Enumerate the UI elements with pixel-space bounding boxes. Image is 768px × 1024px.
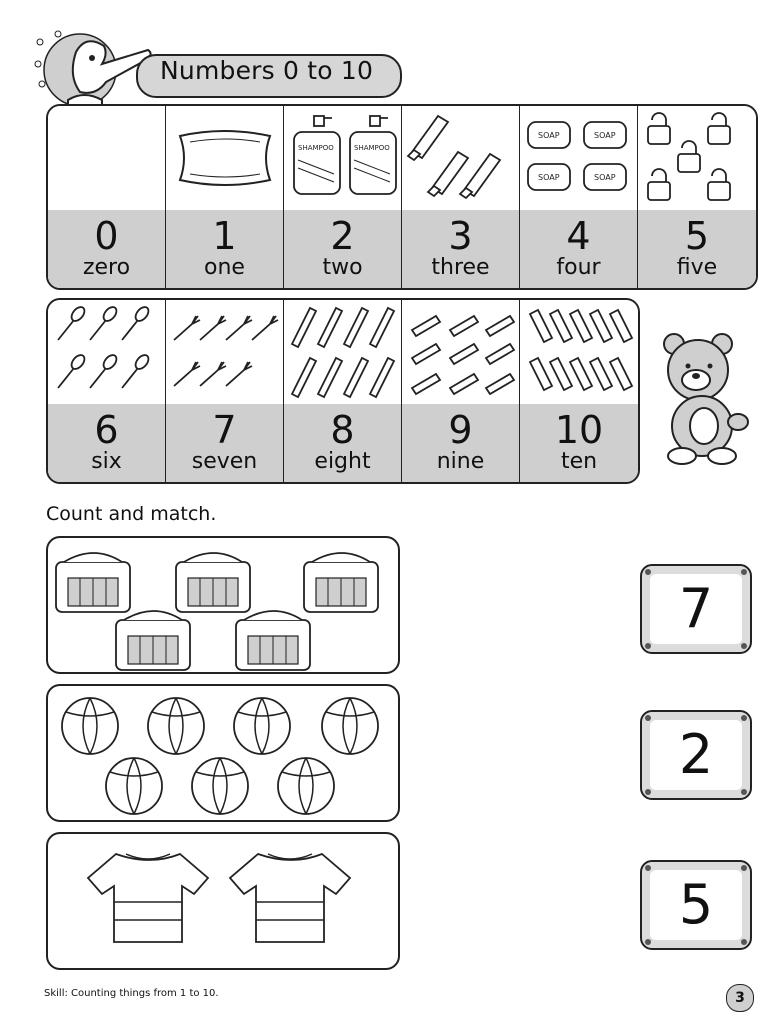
chalk-icon	[520, 300, 636, 402]
answer-number: 2	[650, 720, 742, 790]
number-word: five	[676, 255, 718, 280]
number-digit: 6	[94, 408, 119, 452]
number-digit: 1	[212, 214, 237, 258]
number-word: three	[431, 255, 490, 280]
bag-icon	[176, 553, 250, 612]
count-box-bags	[46, 536, 400, 674]
pillow-icon	[166, 106, 282, 208]
number-cell-9	[402, 300, 520, 482]
number-cell-6	[48, 300, 166, 482]
page-title: Numbers 0 to 10	[160, 56, 374, 85]
crayon-icon	[402, 300, 518, 402]
count-box-balls	[46, 684, 400, 822]
shampoo-label: SHAMPOO	[298, 144, 334, 152]
soap-label: SOAP	[594, 173, 616, 182]
number-word: nine	[436, 449, 485, 474]
soap-label: SOAP	[594, 131, 616, 140]
number-cell-0	[48, 106, 166, 288]
number-table-bottom	[46, 298, 640, 484]
number-digit: 3	[448, 214, 473, 258]
number-table-top	[46, 104, 758, 290]
number-digit: 5	[684, 214, 710, 258]
soap-label: SOAP	[538, 131, 560, 140]
answer-number: 7	[650, 574, 742, 644]
number-word: seven	[191, 449, 258, 474]
number-cell-2	[284, 106, 402, 288]
number-cell-10	[520, 300, 638, 482]
number-cell-3	[402, 106, 520, 288]
number-digit: 0	[94, 214, 119, 258]
bag-group	[48, 538, 398, 672]
padlock-icon	[638, 106, 754, 208]
shampoo-bottle-icon	[284, 106, 400, 208]
answer-number: 5	[650, 870, 742, 940]
number-word: one	[204, 255, 245, 280]
page-number: 3	[726, 984, 754, 1012]
number-digit: 8	[330, 408, 355, 452]
fork-icon	[166, 300, 282, 402]
answer-card[interactable]	[640, 710, 752, 800]
shirt-icon	[88, 854, 208, 942]
number-word: eight	[314, 449, 371, 474]
spoon-icon	[48, 300, 164, 402]
answer-card[interactable]	[640, 564, 752, 654]
number-digit: 7	[212, 408, 237, 452]
ball-icon	[106, 758, 162, 814]
soap-label: SOAP	[538, 173, 560, 182]
ball-icon	[192, 758, 248, 814]
ball-icon	[278, 758, 334, 814]
number-word: ten	[560, 449, 598, 474]
bag-icon	[236, 611, 310, 670]
answer-card[interactable]	[640, 860, 752, 950]
soap-bar-icon	[520, 106, 636, 208]
number-cell-5	[638, 106, 756, 288]
number-word: zero	[82, 255, 131, 280]
number-word: six	[91, 449, 122, 474]
teddy-bear-icon	[652, 330, 752, 470]
number-digit: 2	[330, 214, 355, 258]
number-cell-7	[166, 300, 284, 482]
toothpaste-tube-icon	[402, 106, 518, 208]
number-word: two	[322, 255, 363, 280]
number-cell-4	[520, 106, 638, 288]
shirt-icon	[230, 854, 350, 942]
shampoo-label: SHAMPOO	[354, 144, 390, 152]
number-digit: 10	[554, 408, 604, 452]
pen-icon	[284, 300, 400, 402]
number-digit: 9	[448, 408, 473, 452]
ball-icon	[62, 698, 118, 754]
bag-icon	[304, 553, 378, 612]
instruction-text: Count and match.	[46, 503, 217, 525]
number-cell-8	[284, 300, 402, 482]
number-digit: 4	[566, 214, 591, 258]
ball-icon	[322, 698, 378, 754]
ball-group	[48, 686, 398, 820]
shirt-group	[48, 834, 398, 968]
ball-icon	[234, 698, 290, 754]
ball-icon	[148, 698, 204, 754]
number-cell-1	[166, 106, 284, 288]
count-box-shirts	[46, 832, 400, 970]
number-word: four	[556, 255, 601, 280]
bag-icon	[116, 611, 190, 670]
bag-icon	[56, 553, 130, 612]
skill-footer: Skill: Counting things from 1 to 10.	[44, 988, 219, 999]
